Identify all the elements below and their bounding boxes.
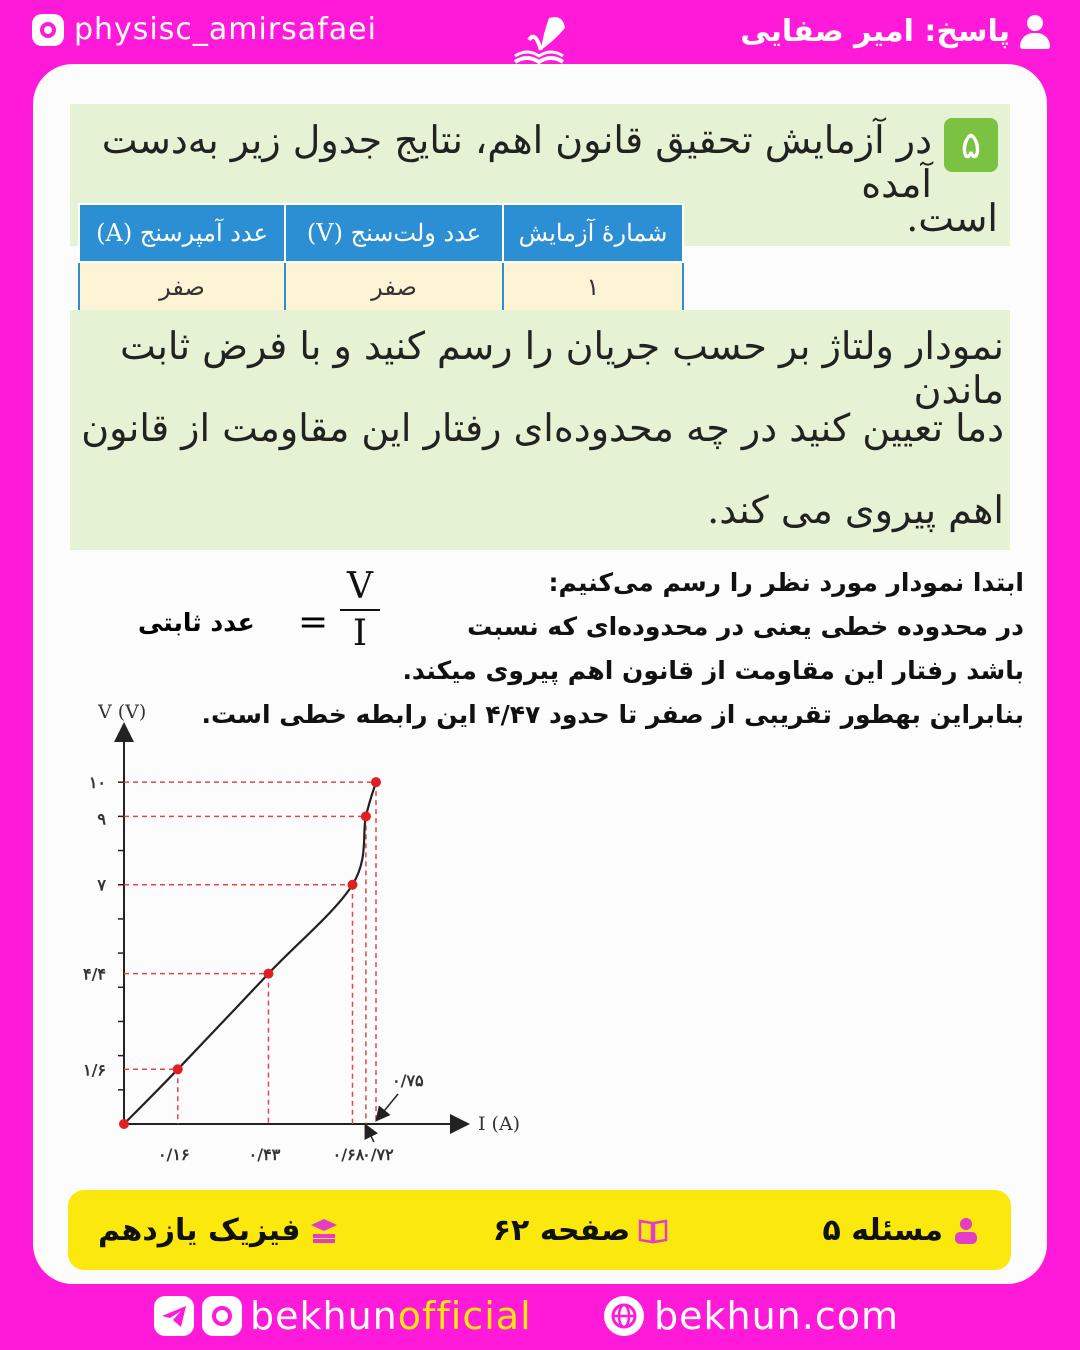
table-cell: صفر (79, 262, 285, 312)
telegram-icon (154, 1296, 194, 1336)
instagram-handle[interactable] (32, 12, 377, 47)
data-point (347, 880, 357, 890)
answer-author (740, 14, 1050, 49)
problem-label-text: مسئله ۵ (822, 1212, 943, 1248)
x-tick-label: ۰/۶۸ (332, 1145, 365, 1164)
problem-line-1: در آزمایش تحقیق قانون اهم، نتایج جدول زیر به‌دست آمده (101, 118, 932, 206)
fraction-denominator: I (352, 613, 368, 654)
v-i-curve (124, 782, 376, 1124)
graduation-cap-icon (309, 1215, 339, 1245)
data-point (263, 969, 273, 979)
table-header: شمارهٔ آزمایش (503, 204, 683, 262)
x-axis-label: I (A) (478, 1113, 521, 1135)
top-bar (0, 0, 1080, 70)
instagram-handle-text: physisc_amirsafaei (74, 12, 377, 47)
constant-text: عدد ثابتی (138, 608, 255, 637)
person-icon (1020, 15, 1050, 49)
social-suffix: official (397, 1294, 532, 1338)
data-point (371, 777, 381, 787)
y-tick-label: ۱۰ (88, 773, 106, 793)
x-tick-label: ۰/۱۶ (157, 1145, 190, 1164)
website-text: bekhun.com (654, 1294, 899, 1338)
social-handle-text (250, 1294, 532, 1338)
problem-line-2: است. (906, 196, 998, 240)
open-book-icon (638, 1215, 668, 1245)
social-handle[interactable] (154, 1294, 532, 1338)
table-header: عدد ولت‌سنج (V) (285, 204, 503, 262)
answer-author-text: پاسخ: امیر صفایی (740, 14, 1010, 49)
fraction-numerator: V (347, 566, 373, 607)
page-label-text: صفحه ۶۲ (492, 1212, 631, 1248)
x-tick-label: ۰/۴۳ (248, 1145, 281, 1164)
solution-line-1: ابتدا نمودار مورد نظر را رسم می‌کنیم: (548, 568, 1024, 597)
instagram-icon (32, 14, 64, 46)
annotation-label: ۰/۷۵ (392, 1071, 424, 1090)
footer-info-bar (68, 1190, 1011, 1270)
data-point (119, 1119, 129, 1129)
x-tick-label: ۰/۷۲ (362, 1145, 394, 1164)
solution-line-3: باشد رفتار این مقاومت از قانون اهم پیروی میکند. (402, 656, 1024, 685)
social-prefix: bekhun (250, 1294, 398, 1338)
y-tick-label: ۴/۴ (82, 964, 106, 984)
solution-line-2: در محدوده خطی یعنی در محدوده‌ای که نسبت (467, 612, 1024, 641)
voltage-current-graph (60, 690, 560, 1180)
ratio-fraction (340, 566, 380, 654)
globe-icon (604, 1296, 644, 1336)
table-cell: صفر (285, 262, 503, 312)
website-link[interactable] (604, 1294, 899, 1338)
table-row (79, 262, 683, 312)
problem-line-5: اهم پیروی می کند. (707, 488, 1004, 532)
page-label (493, 1213, 668, 1248)
y-axis-label: V (V) (98, 701, 147, 723)
book-label (98, 1213, 339, 1248)
table-cell: ۱ (503, 262, 683, 312)
table-header-row (79, 204, 683, 262)
problem-line-3: نمودار ولتاژ بر حسب جریان را رسم کنید و با فرض ثابت ماندن (120, 324, 1004, 412)
teacher-icon (951, 1215, 981, 1245)
problem-statement-bottom (70, 310, 1010, 550)
problem-number: ۵ (944, 118, 998, 172)
table-header: عدد آمپرسنج (A) (79, 204, 285, 262)
data-point (361, 811, 371, 821)
problem-line-4: دما تعیین کنید در چه محدوده‌ای رفتار این مقاومت از قانون (81, 406, 1004, 450)
annotation-arrow (368, 1130, 374, 1142)
experiment-table (78, 203, 684, 313)
y-tick-label: ۱/۶ (82, 1060, 106, 1080)
y-tick-label: ۷ (97, 875, 106, 895)
book-label-text: فیزیک یازدهم (98, 1212, 301, 1248)
fraction-bar (340, 609, 380, 611)
data-point (173, 1064, 183, 1074)
problem-label (822, 1213, 981, 1248)
solution-line-4: بنابراین بهطور تقریبی از صفر تا حدود ۴/۴۷ این رابطه خطی است. (201, 700, 1024, 729)
equals-sign: = (298, 602, 329, 643)
y-tick-label: ۹ (97, 809, 106, 829)
annotation-arrow (380, 1094, 398, 1116)
instagram-icon (202, 1296, 242, 1336)
